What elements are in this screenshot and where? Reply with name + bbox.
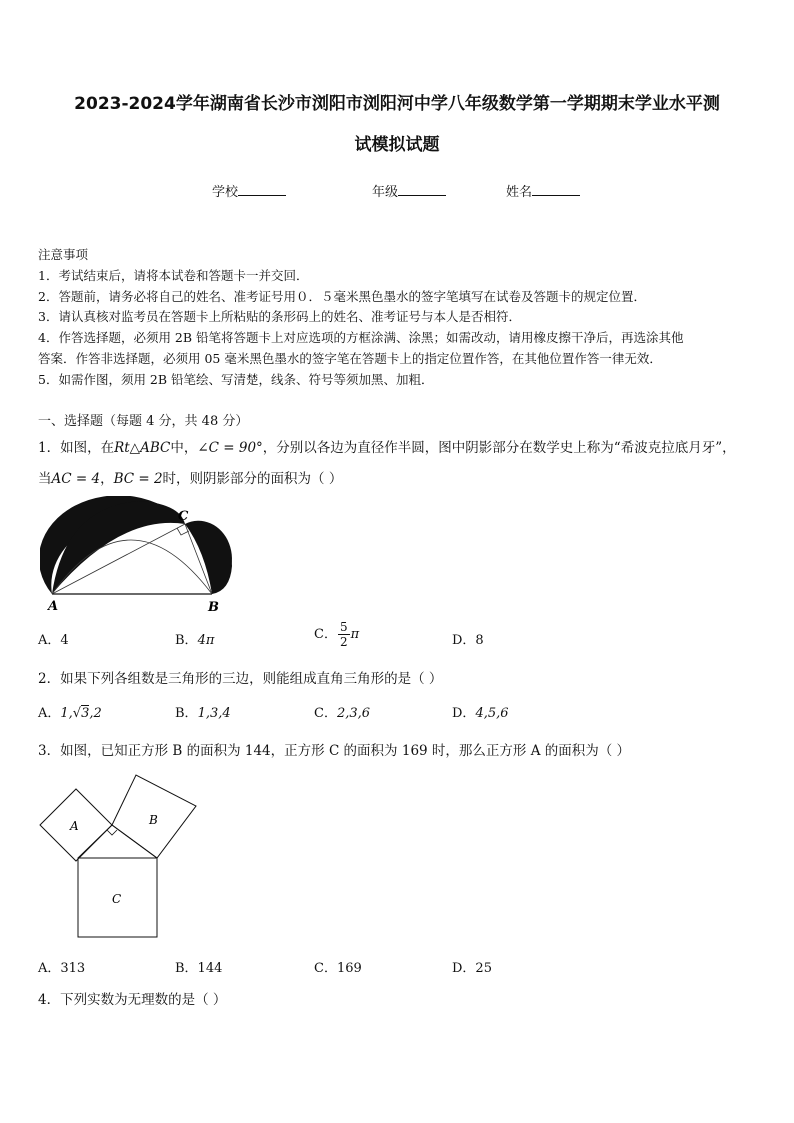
q1-line1 bbox=[38, 436, 736, 456]
name-blank bbox=[532, 183, 580, 196]
sqrt-sign: √ bbox=[72, 706, 82, 721]
option-label: D． bbox=[452, 706, 476, 721]
name-label: 姓名 bbox=[506, 185, 533, 200]
note-item: 1．考试结束后，请将本试卷和答题卡一并交回． bbox=[38, 267, 309, 283]
q2-text: 2．如果下列各组数是三角形的三边，则能组成直角三角形的是（ ） bbox=[38, 671, 443, 687]
note-item: 3．请认真核对监考员在答题卡上所粘贴的条形码上的姓名、准考证号与本人是否相符． bbox=[38, 309, 521, 325]
option-math: 2,3,6 bbox=[336, 706, 371, 721]
fig3-label-a: A bbox=[70, 819, 79, 833]
q3-text: 3．如图，已知正方形 B 的面积为 144，正方形 C 的面积为 169 时，那么正方形 A 的面积为（ ） bbox=[38, 743, 631, 759]
q3-option-c[interactable]: C．169 bbox=[314, 961, 362, 976]
option-math: 4,5,6 bbox=[475, 706, 509, 721]
option-math: 4π bbox=[197, 633, 215, 648]
fig1-label-c: C bbox=[178, 509, 189, 524]
exam-title-line1: 2023-2024学年湖南省长沙市浏阳市浏阳河中学八年级数学第一学期期末学业水平测 bbox=[74, 94, 720, 114]
option-label: C． bbox=[314, 706, 337, 721]
q1-text: ，分别以各边为直径作半圆，图中阴影部分在数学史上称为“希波克拉底月牙”， bbox=[262, 440, 736, 456]
option-label: B． bbox=[175, 633, 198, 648]
q1-text: 当 bbox=[38, 471, 52, 487]
q1-text: 1．如图，在 bbox=[38, 440, 115, 456]
q1-text: ， bbox=[100, 471, 114, 487]
fraction-numerator: 5 bbox=[339, 620, 348, 634]
option-math: 1,3,4 bbox=[197, 706, 231, 721]
option-math: ,2 bbox=[89, 706, 102, 721]
fig3-label-b: B bbox=[149, 813, 158, 827]
q1-option-a[interactable]: A．4 bbox=[38, 633, 69, 648]
exam-title-line2: 试模拟试题 bbox=[354, 135, 440, 155]
note-item: 5．如需作图，须用 2B 铅笔绘、写清楚，线条、符号等须加黑、加粗． bbox=[38, 371, 434, 387]
q2-option-d[interactable] bbox=[452, 702, 509, 721]
section-heading: 一、选择题（每题 4 分，共 48 分） bbox=[38, 414, 249, 429]
option-math: 1, bbox=[60, 706, 73, 721]
note-item: 4．作答选择题，必须用 2B 铅笔将答题卡上对应选项的方框涂满、涂黑；如需改动，请用橡皮擦干净后，再选涂其他 bbox=[38, 330, 684, 346]
fraction-denominator: 2 bbox=[339, 635, 348, 649]
q2-option-b[interactable] bbox=[175, 702, 231, 721]
q4-text: 4．下列实数为无理数的是（ ） bbox=[38, 992, 227, 1008]
grade-blank bbox=[398, 183, 446, 196]
q1-line2 bbox=[38, 467, 342, 487]
q1-math: BC = 2 bbox=[113, 471, 163, 487]
q1-option-d[interactable]: D．8 bbox=[452, 633, 484, 648]
school-field bbox=[212, 181, 286, 200]
option-label: C． bbox=[314, 627, 337, 642]
sqrt-radicand: 3 bbox=[81, 706, 90, 721]
school-blank bbox=[238, 183, 286, 196]
q1-text: 中， bbox=[170, 440, 198, 456]
q3-option-b[interactable]: B．144 bbox=[175, 961, 223, 976]
fraction bbox=[338, 620, 350, 649]
notes-heading: 注意事项 bbox=[38, 247, 89, 262]
grade-field bbox=[372, 181, 446, 200]
option-math: π bbox=[350, 627, 360, 642]
school-label: 学校 bbox=[212, 185, 239, 200]
q1-math: AC = 4 bbox=[51, 471, 101, 487]
option-label: B． bbox=[175, 706, 198, 721]
q1-math: ∠C = 90° bbox=[197, 440, 263, 456]
q1-option-b[interactable] bbox=[175, 629, 214, 648]
note-item: 答案．作答非选择题，必须用 05 毫米黑色墨水的签字笔在答题卡上的指定位置作答，在其他位置作答一律无效． bbox=[38, 350, 662, 366]
fig1-label-b: B bbox=[208, 600, 219, 615]
q3-option-d[interactable]: D．25 bbox=[452, 961, 492, 976]
name-field bbox=[506, 181, 580, 200]
q1-option-c[interactable] bbox=[314, 620, 359, 649]
fig1-label-a: A bbox=[48, 599, 59, 614]
q3-option-a[interactable]: A．313 bbox=[38, 961, 86, 976]
option-label: A． bbox=[38, 706, 61, 721]
q2-option-a[interactable] bbox=[38, 702, 102, 721]
q3-squares-figure bbox=[38, 772, 198, 942]
fig3-label-c: C bbox=[112, 892, 122, 906]
q1-lune-figure bbox=[40, 496, 250, 618]
q1-text: 时，则阴影部分的面积为（ ） bbox=[162, 471, 343, 487]
note-item: 2．答题前，请务必将自己的姓名、准考证号用０．５毫米黑色墨水的签字笔填写在试卷及答题卡的规定位置． bbox=[38, 288, 646, 304]
grade-label: 年级 bbox=[372, 185, 399, 200]
q1-math: Rt△ABC bbox=[114, 440, 171, 456]
notes-block bbox=[38, 245, 758, 391]
q2-option-c[interactable] bbox=[314, 702, 370, 721]
